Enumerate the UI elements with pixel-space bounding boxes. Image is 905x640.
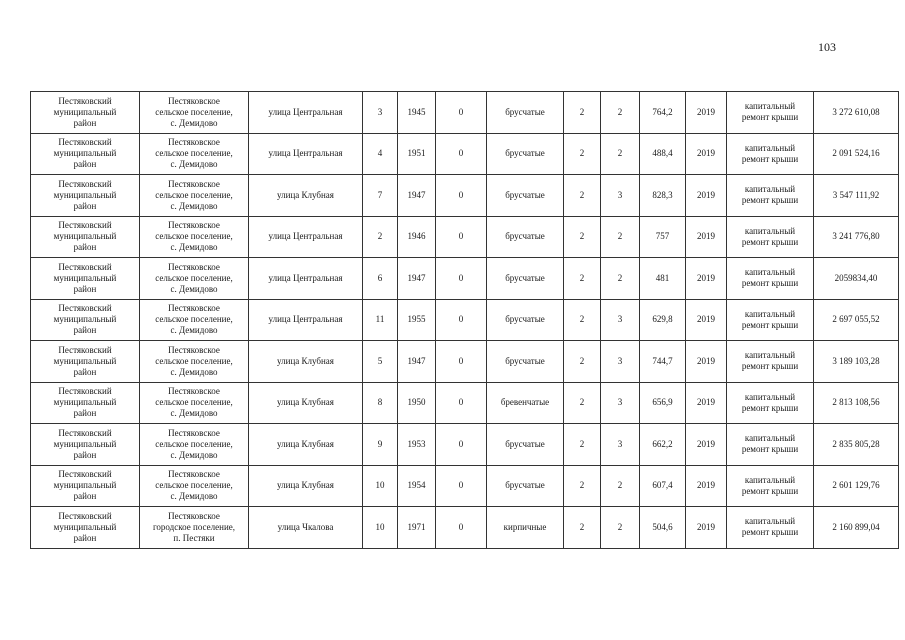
area-cell: 504,6 [640, 507, 686, 549]
entrances-cell: 3 [601, 175, 640, 217]
settlement-cell: Пестяковское сельское поселение, с. Демидово [140, 382, 249, 424]
table-row [31, 382, 899, 424]
build-year-cell: 1946 [398, 216, 436, 258]
zero-value-cell: 0 [436, 92, 487, 134]
cost-cell: 3 189 103,28 [814, 341, 899, 383]
district-cell: Пестяковский муниципальный район [31, 175, 140, 217]
settlement-cell: Пестяковское сельское поселение, с. Демидово [140, 299, 249, 341]
entrances-cell: 2 [601, 133, 640, 175]
settlement-cell: Пестяковское сельское поселение, с. Демидово [140, 92, 249, 134]
build-year-cell: 1955 [398, 299, 436, 341]
house-number-cell: 9 [363, 424, 398, 466]
work-type-cell: капитальный ремонт крыши [727, 341, 814, 383]
district-cell: Пестяковский муниципальный район [31, 216, 140, 258]
floors-cell: 2 [564, 507, 601, 549]
table-row [31, 507, 899, 549]
cost-cell: 2 697 055,52 [814, 299, 899, 341]
settlement-cell: Пестяковское сельское поселение, с. Демидово [140, 216, 249, 258]
zero-value-cell: 0 [436, 175, 487, 217]
street-cell: улица Центральная [249, 92, 363, 134]
zero-value-cell: 0 [436, 216, 487, 258]
area-cell: 607,4 [640, 465, 686, 507]
district-cell: Пестяковский муниципальный район [31, 341, 140, 383]
wall-material-cell: брусчатые [487, 175, 564, 217]
settlement-cell: Пестяковское сельское поселение, с. Демидово [140, 424, 249, 466]
build-year-cell: 1947 [398, 175, 436, 217]
plan-year-cell: 2019 [686, 465, 727, 507]
house-number-cell: 10 [363, 465, 398, 507]
house-number-cell: 7 [363, 175, 398, 217]
cost-cell: 2059834,40 [814, 258, 899, 300]
street-cell: улица Клубная [249, 465, 363, 507]
area-cell: 828,3 [640, 175, 686, 217]
build-year-cell: 1945 [398, 92, 436, 134]
wall-material-cell: брусчатые [487, 424, 564, 466]
entrances-cell: 3 [601, 424, 640, 466]
floors-cell: 2 [564, 175, 601, 217]
housing-repair-table [30, 91, 899, 549]
floors-cell: 2 [564, 424, 601, 466]
area-cell: 757 [640, 216, 686, 258]
area-cell: 488,4 [640, 133, 686, 175]
page-number: 103 [818, 40, 836, 54]
plan-year-cell: 2019 [686, 424, 727, 466]
table-row [31, 341, 899, 383]
floors-cell: 2 [564, 382, 601, 424]
plan-year-cell: 2019 [686, 216, 727, 258]
plan-year-cell: 2019 [686, 382, 727, 424]
district-cell: Пестяковский муниципальный район [31, 133, 140, 175]
settlement-cell: Пестяковское сельское поселение, с. Демидово [140, 341, 249, 383]
table-row [31, 258, 899, 300]
entrances-cell: 2 [601, 465, 640, 507]
build-year-cell: 1954 [398, 465, 436, 507]
wall-material-cell: бревенчатые [487, 382, 564, 424]
house-number-cell: 10 [363, 507, 398, 549]
district-cell: Пестяковский муниципальный район [31, 465, 140, 507]
plan-year-cell: 2019 [686, 507, 727, 549]
cost-cell: 2 601 129,76 [814, 465, 899, 507]
zero-value-cell: 0 [436, 299, 487, 341]
cost-cell: 2 160 899,04 [814, 507, 899, 549]
plan-year-cell: 2019 [686, 92, 727, 134]
street-cell: улица Клубная [249, 175, 363, 217]
work-type-cell: капитальный ремонт крыши [727, 92, 814, 134]
build-year-cell: 1953 [398, 424, 436, 466]
cost-cell: 3 241 776,80 [814, 216, 899, 258]
cost-cell: 2 813 108,56 [814, 382, 899, 424]
table-row [31, 424, 899, 466]
cost-cell: 3 272 610,08 [814, 92, 899, 134]
district-cell: Пестяковский муниципальный район [31, 92, 140, 134]
work-type-cell: капитальный ремонт крыши [727, 175, 814, 217]
work-type-cell: капитальный ремонт крыши [727, 424, 814, 466]
plan-year-cell: 2019 [686, 258, 727, 300]
house-number-cell: 4 [363, 133, 398, 175]
wall-material-cell: брусчатые [487, 341, 564, 383]
floors-cell: 2 [564, 258, 601, 300]
zero-value-cell: 0 [436, 133, 487, 175]
settlement-cell: Пестяковское городское поселение, п. Пестяки [140, 507, 249, 549]
settlement-cell: Пестяковское сельское поселение, с. Демидово [140, 175, 249, 217]
work-type-cell: капитальный ремонт крыши [727, 299, 814, 341]
wall-material-cell: брусчатые [487, 465, 564, 507]
table-body [31, 92, 899, 549]
house-number-cell: 2 [363, 216, 398, 258]
entrances-cell: 3 [601, 341, 640, 383]
work-type-cell: капитальный ремонт крыши [727, 133, 814, 175]
build-year-cell: 1951 [398, 133, 436, 175]
work-type-cell: капитальный ремонт крыши [727, 216, 814, 258]
wall-material-cell: брусчатые [487, 133, 564, 175]
table-row [31, 133, 899, 175]
build-year-cell: 1947 [398, 341, 436, 383]
entrances-cell: 2 [601, 216, 640, 258]
cost-cell: 3 547 111,92 [814, 175, 899, 217]
district-cell: Пестяковский муниципальный район [31, 382, 140, 424]
zero-value-cell: 0 [436, 465, 487, 507]
zero-value-cell: 0 [436, 507, 487, 549]
build-year-cell: 1950 [398, 382, 436, 424]
settlement-cell: Пестяковское сельское поселение, с. Демидово [140, 258, 249, 300]
work-type-cell: капитальный ремонт крыши [727, 258, 814, 300]
wall-material-cell: брусчатые [487, 299, 564, 341]
table-row [31, 216, 899, 258]
zero-value-cell: 0 [436, 258, 487, 300]
table-row [31, 92, 899, 134]
wall-material-cell: брусчатые [487, 216, 564, 258]
house-number-cell: 3 [363, 92, 398, 134]
street-cell: улица Центральная [249, 133, 363, 175]
wall-material-cell: брусчатые [487, 92, 564, 134]
work-type-cell: капитальный ремонт крыши [727, 465, 814, 507]
floors-cell: 2 [564, 92, 601, 134]
house-number-cell: 5 [363, 341, 398, 383]
table-row [31, 465, 899, 507]
house-number-cell: 11 [363, 299, 398, 341]
district-cell: Пестяковский муниципальный район [31, 424, 140, 466]
floors-cell: 2 [564, 133, 601, 175]
area-cell: 744,7 [640, 341, 686, 383]
plan-year-cell: 2019 [686, 175, 727, 217]
floors-cell: 2 [564, 465, 601, 507]
area-cell: 656,9 [640, 382, 686, 424]
house-number-cell: 6 [363, 258, 398, 300]
street-cell: улица Центральная [249, 216, 363, 258]
street-cell: улица Центральная [249, 299, 363, 341]
settlement-cell: Пестяковское сельское поселение, с. Демидово [140, 133, 249, 175]
work-type-cell: капитальный ремонт крыши [727, 507, 814, 549]
floors-cell: 2 [564, 216, 601, 258]
district-cell: Пестяковский муниципальный район [31, 507, 140, 549]
house-number-cell: 8 [363, 382, 398, 424]
table-row [31, 299, 899, 341]
district-cell: Пестяковский муниципальный район [31, 258, 140, 300]
build-year-cell: 1947 [398, 258, 436, 300]
floors-cell: 2 [564, 341, 601, 383]
zero-value-cell: 0 [436, 341, 487, 383]
entrances-cell: 2 [601, 258, 640, 300]
entrances-cell: 3 [601, 299, 640, 341]
plan-year-cell: 2019 [686, 341, 727, 383]
wall-material-cell: брусчатые [487, 258, 564, 300]
wall-material-cell: кирпичные [487, 507, 564, 549]
cost-cell: 2 835 805,28 [814, 424, 899, 466]
settlement-cell: Пестяковское сельское поселение, с. Демидово [140, 465, 249, 507]
build-year-cell: 1971 [398, 507, 436, 549]
plan-year-cell: 2019 [686, 133, 727, 175]
floors-cell: 2 [564, 299, 601, 341]
area-cell: 481 [640, 258, 686, 300]
cost-cell: 2 091 524,16 [814, 133, 899, 175]
plan-year-cell: 2019 [686, 299, 727, 341]
district-cell: Пестяковский муниципальный район [31, 299, 140, 341]
entrances-cell: 3 [601, 382, 640, 424]
zero-value-cell: 0 [436, 382, 487, 424]
area-cell: 629,8 [640, 299, 686, 341]
street-cell: улица Клубная [249, 382, 363, 424]
zero-value-cell: 0 [436, 424, 487, 466]
entrances-cell: 2 [601, 507, 640, 549]
area-cell: 764,2 [640, 92, 686, 134]
street-cell: улица Центральная [249, 258, 363, 300]
entrances-cell: 2 [601, 92, 640, 134]
street-cell: улица Клубная [249, 424, 363, 466]
area-cell: 662,2 [640, 424, 686, 466]
work-type-cell: капитальный ремонт крыши [727, 382, 814, 424]
table-row [31, 175, 899, 217]
street-cell: улица Клубная [249, 341, 363, 383]
street-cell: улица Чкалова [249, 507, 363, 549]
